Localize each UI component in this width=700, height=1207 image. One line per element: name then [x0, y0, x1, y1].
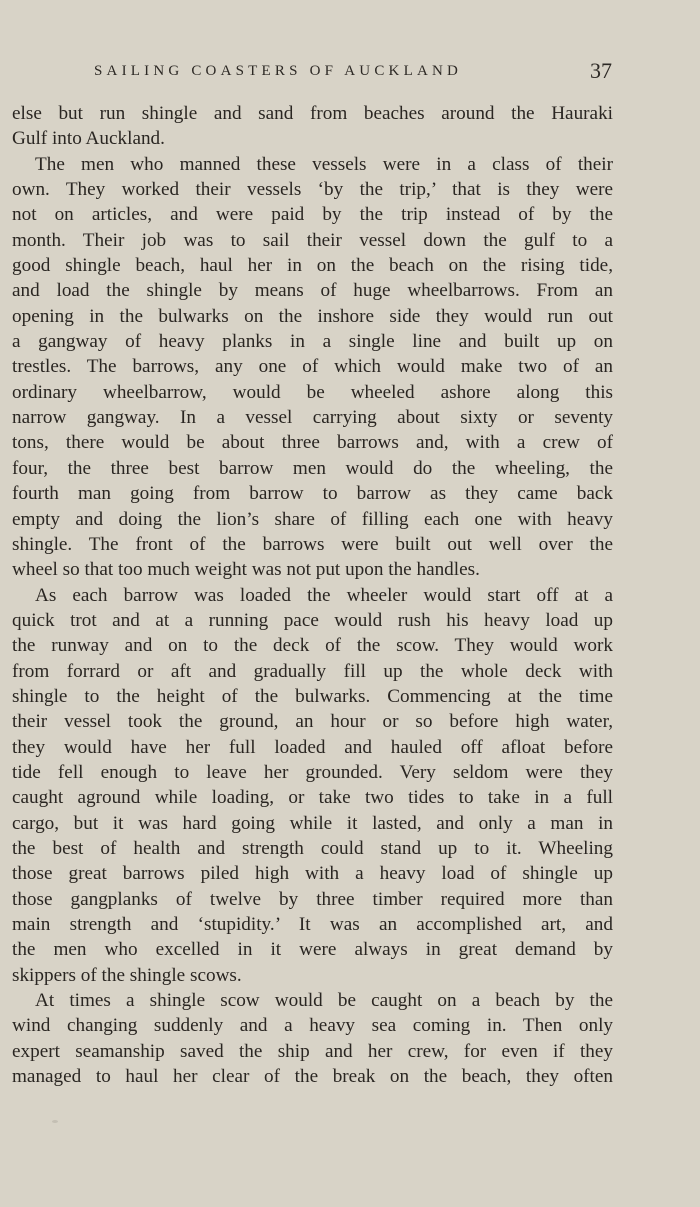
text-line: shingle. The front of the barrows were built out well over the — [12, 533, 613, 555]
text-line: As each barrow was loaded the wheeler would start off at a — [35, 584, 613, 606]
text-line: they would have her full loaded and hauled off afloat before — [12, 736, 613, 758]
text-line: not on articles, and were paid by the trip instead of by the — [12, 204, 613, 226]
text-line: skippers of the shingle scows. — [12, 964, 242, 986]
text-line: trestles. The barrows, any one of which would make two of an — [12, 356, 613, 378]
text-line: ordinary wheelbarrow, would be wheeled ashore along this — [12, 381, 613, 403]
text-line: cargo, but it was hard going while it lasted, and only a man in — [12, 812, 613, 834]
text-line: from forrard or aft and gradually fill up the whole deck with — [12, 660, 613, 682]
text-line: caught aground while loading, or take two tides to take in a full — [12, 787, 613, 809]
text-line: else but run shingle and sand from beaches around the Hauraki — [12, 103, 613, 124]
page-number: 37 — [590, 58, 612, 83]
text-line: At times a shingle scow would be caught on a beach by the — [35, 990, 613, 1012]
text-line: own. They worked their vessels ‘by the trip,’ that is they were — [12, 179, 613, 201]
text-line: the men who excelled in it were always in great demand by — [12, 939, 613, 961]
running-title: SAILING COASTERS OF AUCKLAND — [94, 63, 463, 79]
text-line: four, the three best barrow men would do the wheeling, the — [12, 457, 613, 479]
text-line: wheel so that too much weight was not put upon the handles. — [12, 559, 480, 581]
text-line: a gangway of heavy planks in a single line and built up on — [12, 331, 613, 353]
text-line: their vessel took the ground, an hour or so before high water, — [12, 711, 613, 733]
text-line: those great barrows piled high with a heavy load of shingle up — [12, 863, 613, 885]
text-line: The men who manned these vessels were in a class of their — [35, 153, 613, 175]
text-line: empty and doing the lion’s share of filling each one with heavy — [12, 508, 613, 530]
text-line: tons, there would be about three barrows and, with a crew of — [12, 432, 613, 454]
text-line: the best of health and strength could stand up to it. Wheeling — [12, 837, 613, 859]
text-line: the runway and on to the deck of the scow. They would work — [12, 635, 613, 657]
text-line: shingle to the height of the bulwarks. Commencing at the time — [12, 685, 613, 707]
text-line: those gangplanks of twelve by three timber required more than — [12, 888, 613, 910]
text-line: expert seamanship saved the ship and her crew, for even if they — [12, 1040, 613, 1062]
body-text — [12, 101, 613, 1089]
text-line: month. Their job was to sail their vessel down the gulf to a — [12, 229, 613, 251]
text-line: wind changing suddenly and a heavy sea coming in. Then only — [12, 1015, 613, 1037]
text-line: Gulf into Auckland. — [12, 128, 165, 150]
text-line: quick trot and at a running pace would rush his heavy load up — [12, 609, 613, 631]
text-line: narrow gangway. In a vessel carrying about sixty or seventy — [12, 407, 613, 429]
text-line: main strength and ‘stupidity.’ It was an accomplished art, and — [12, 914, 613, 935]
paper-speck — [52, 1120, 58, 1123]
text-line: tide fell enough to leave her grounded. Very seldom were they — [12, 761, 613, 783]
text-line: managed to haul her clear of the break on the beach, they often — [12, 1066, 613, 1088]
text-line: opening in the bulwarks on the inshore side they would run out — [12, 305, 613, 327]
text-line: good shingle beach, haul her in on the beach on the rising tide, — [12, 255, 613, 277]
text-line: fourth man going from barrow to barrow as they came back — [12, 483, 613, 505]
text-line: and load the shingle by means of huge wheelbarrows. From an — [12, 280, 613, 302]
running-head — [12, 58, 612, 87]
